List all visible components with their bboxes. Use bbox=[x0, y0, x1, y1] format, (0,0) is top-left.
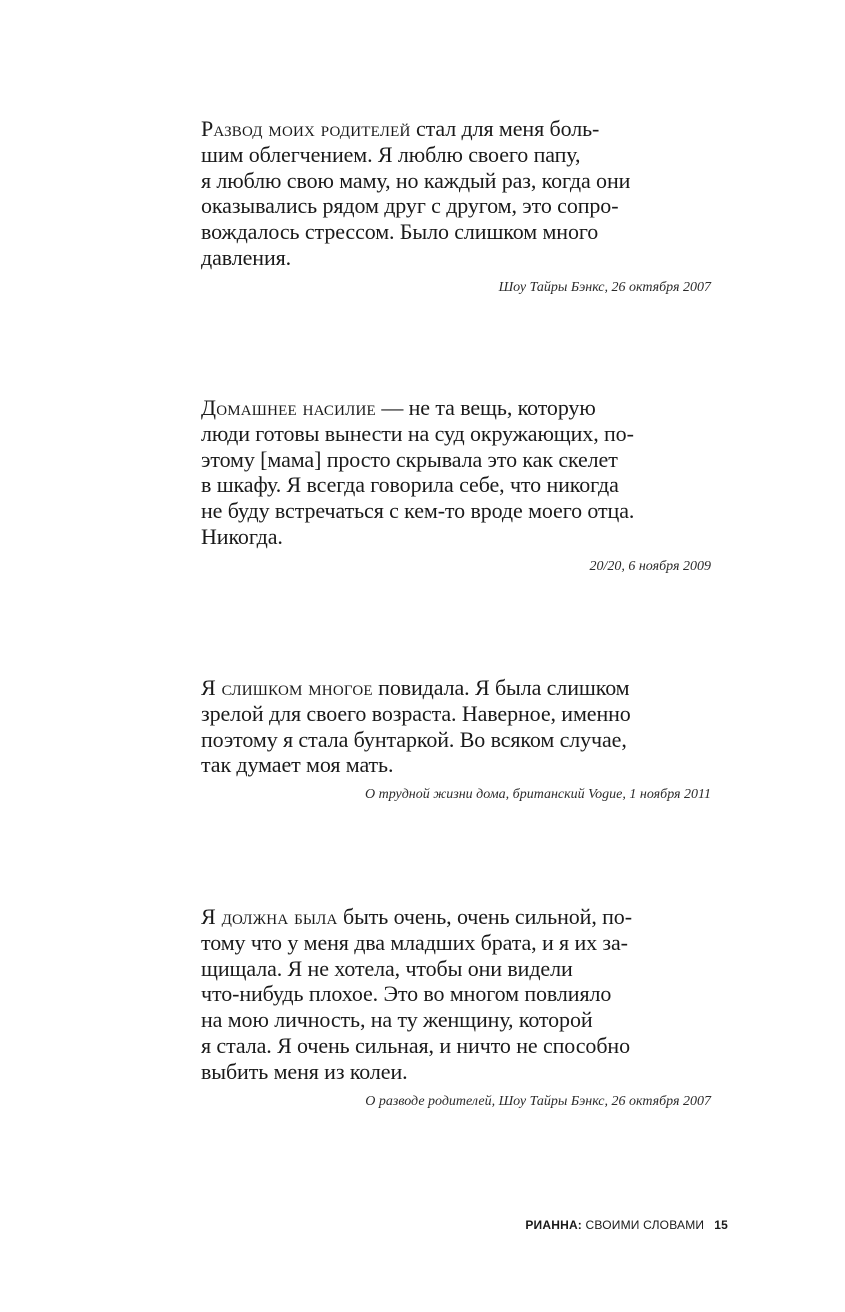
quote-lead: Развод моих родителей bbox=[201, 116, 411, 141]
quote-text: Развод моих родителей стал для меня боль- шим облегчением. Я люблю своего папу, я люблю свою маму, но каждый раз, когда они оказывались рядом друг с другом, это сопро- вождалось стрессом. Было слишком много давления. bbox=[201, 116, 631, 270]
quote-source: Шоу Тайры Бэнкс, 26 октября 2007 bbox=[498, 279, 711, 295]
quote-text: Я должна была быть очень, очень сильной, по- тому что у меня два младших брата, и я их за- щищала. Я не хотела, чтобы они видели что-нибудь плохое. Это во многом повлияло на мою личность, на ту женщину, которой я стала. Я очень сильная, и ничто не способно выбить меня из колеи. bbox=[201, 904, 632, 1084]
quote-block bbox=[201, 116, 711, 297]
quote-source: О разводе родителей, Шоу Тайры Бэнкс, 26 октября 2007 bbox=[365, 1093, 711, 1109]
quote-block bbox=[201, 675, 711, 804]
quote-source: О трудной жизни дома, британский Vogue, 1 ноября 2011 bbox=[365, 787, 711, 803]
footer-subtitle: СВОИМИ СЛОВАМИ bbox=[582, 1218, 705, 1232]
quote-block bbox=[201, 395, 711, 576]
footer-brand: РИАННА: bbox=[525, 1218, 583, 1232]
quote-text: Домашнее насилие — не та вещь, которую люди готовы вынести на суд окружающих, по- этому [мама] просто скрывала это как скелет в шкафу. Я всегда говорила себе, что никогда не буду встречаться с кем-то вроде моего отца. Никогда. bbox=[201, 395, 635, 549]
page-footer bbox=[525, 1218, 728, 1232]
page-number: 15 bbox=[714, 1218, 728, 1232]
quote-source: 20/20, 6 ноября 2009 bbox=[589, 558, 711, 574]
quote-block bbox=[201, 904, 711, 1111]
quote-lead: Я слишком многое bbox=[201, 675, 373, 700]
quote-lead: Я должна была bbox=[201, 904, 338, 929]
quote-text: Я слишком многое повидала. Я была слишком зрелой для своего возраста. Наверное, именно поэтому я стала бунтаркой. Во всяком случае, так думает моя мать. bbox=[201, 675, 631, 778]
quote-lead: Домашнее насилие bbox=[201, 395, 376, 420]
